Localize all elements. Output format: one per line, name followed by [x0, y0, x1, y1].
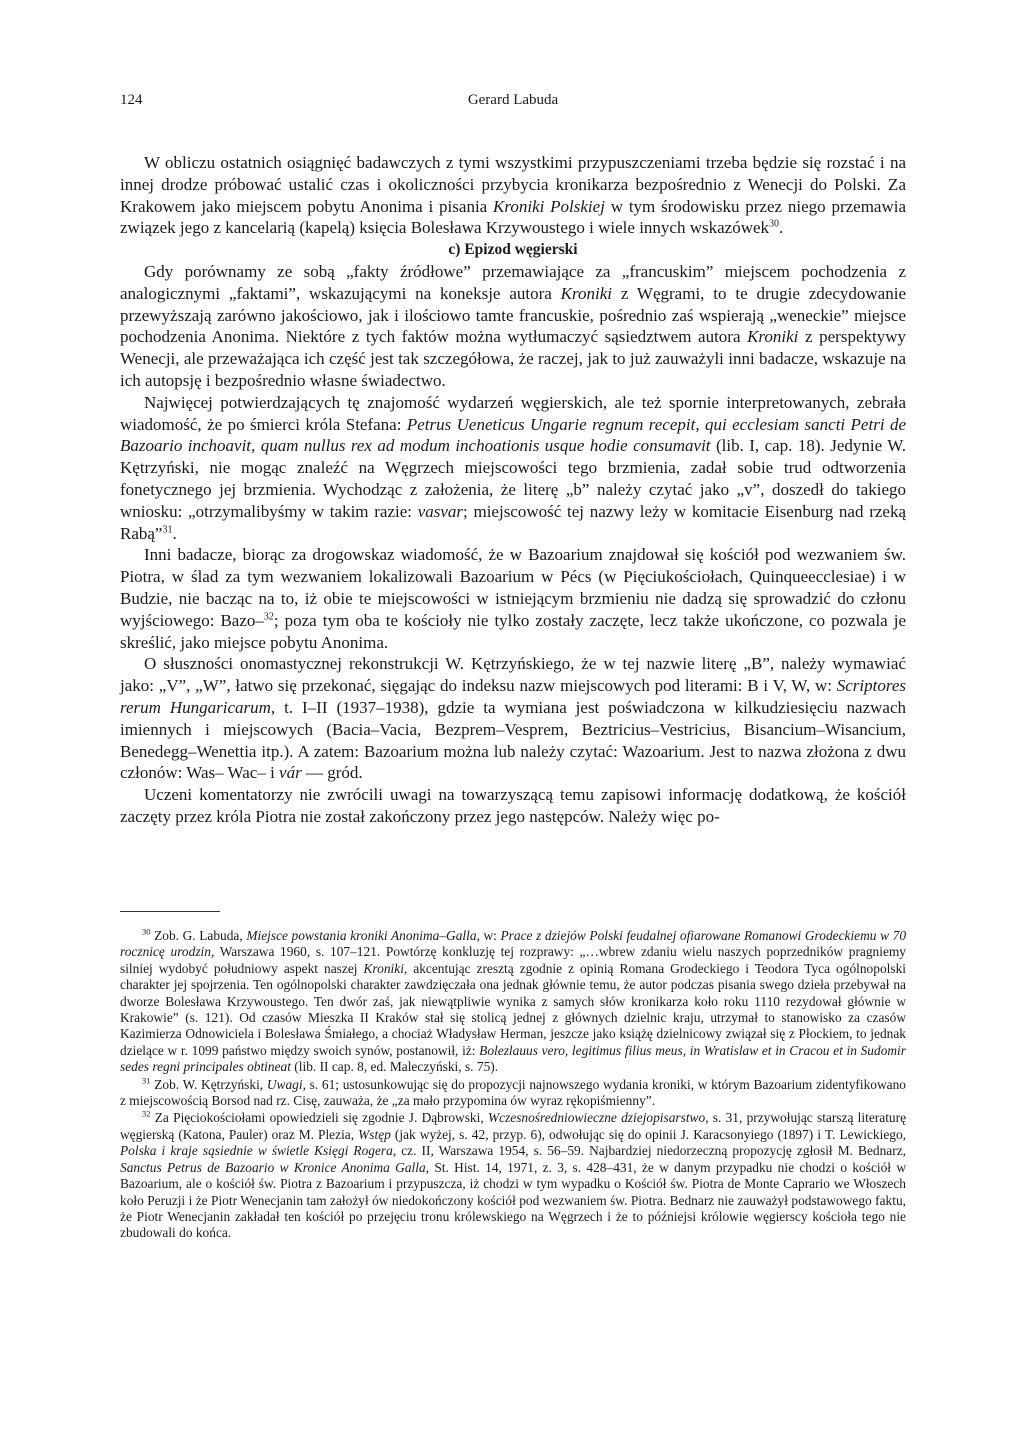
text-run: Uczeni komentatorzy nie zwrócili uwagi na towarzyszącą temu zapisowi informację dodatkową, że kościół zaczęty przez króla Piotra nie został zakończony przez jego następców. Należy więc po- [120, 785, 906, 826]
text-run: W obliczu ostatnich osiągnięć badawczych z tymi wszystkimi przypuszczeniami trzeba będzie się rozstać i na innej drodze próbować ustalić czas i okoliczności przybycia kronikarza bezpośrednio z Wenecji do Polski. Za Krakowem jako miejscem pobytu Anonima i pisania [120, 153, 906, 216]
footnote-divider [120, 911, 220, 912]
text-run: (lib. I, cap. 18). Jedynie W. Kętrzyński, nie mogąc znaleźć na Węgrzech miejscowości tego brzmienia, zadał sobie trud odtworzenia fonetycznego jej brzmienia. Wychodząc z założenia, że literę „b” należy czytać jako „v”, doszedł do takiego wniosku: „otrzymalibyśmy w takim razie: [120, 436, 906, 521]
text-run: , Warszawa 1960, s. 107–121. Powtórzę konkluzję tej rozprawy: „…wbrew zdaniu wielu naszych poprzedników pragniemy silniej wydobyć południowy aspekt naszej [120, 944, 907, 976]
italic-run: Scriptores rerum Hungaricarum [120, 676, 906, 717]
text-run: Za Pięciokościołami opowiedzieli się zgodnie J. Dąbrowski, [150, 1110, 488, 1126]
text-run: O słuszności onomastycznej rekonstrukcji W. Kętrzyńskiego, że w tej nazwie literę „B”, należy wymawiać jako: „V”, „W”, łatwo się przekonać, sięgając do indeksu nazw miejscowych pod literami: B i V, W, w: [120, 654, 906, 696]
paragraph-1 [120, 152, 906, 239]
footnote-number: 32 [142, 1109, 151, 1119]
footnotes [120, 928, 906, 1243]
footnote-30 [120, 928, 906, 1076]
text-run: . [779, 218, 784, 238]
italic-run: Bolezlauus vero, legitimus filius meus, in Wratislaw et in Cracou et in Sudomir sedes regni principales obtineat [120, 1042, 906, 1075]
text-run: , s. 61; ustosunkowując się do propozycji najnowszego wydania kroniki, w którym Bazoarium zidentyfikowano z miejscowością Borsod nad rz. Cisę, zauważa, że „za mało przypomina ów wyraz rękopiśmienny”. [120, 1076, 906, 1109]
text-run: Najwięcej potwierdzających tę znajomość wydarzeń węgierskich, ale też spornie interpretowanych, zebrała wiadomość, że po śmierci króla Stefana: [120, 392, 906, 434]
text-run: Zob. W. Kętrzyński, [150, 1076, 267, 1092]
footnote-ref-30[interactable]: 30 [769, 218, 780, 230]
section-heading: c) Epizod węgierski [448, 241, 578, 259]
italic-run: Sanctus Petrus de Bazoario w Kronice Anonima Galla [120, 1159, 426, 1175]
italic-run: vár [279, 763, 302, 783]
italic-run: Miejsce powstania kroniki Anonima–Galla [246, 928, 477, 943]
footnote-number: 31 [142, 1075, 151, 1086]
text-run: . [172, 523, 177, 543]
paragraph-5 [120, 653, 906, 784]
footnote-ref-32[interactable]: 32 [263, 611, 274, 623]
italic-run: Wstęp [358, 1126, 391, 1142]
running-title: Gerard Labuda [467, 92, 559, 108]
italic-run: Polska i kraje sąsiednie w świetle Księgi Rogera [120, 1143, 393, 1159]
text-run: w tym środowisku przez niego przemawia związek jego z kancelarią (kapelą) księcia Bolesława Krzywoustego i wiele innych wskazówek [120, 196, 907, 238]
paragraph-3 [120, 392, 906, 545]
running-head [120, 90, 906, 110]
text-run: z perspektywy Wenecji, ale przeważająca ich część jest tak szczegółowa, że raczej, jak to już zauważyli inni badacze, wskazuje na ich autopsję i bezpośrednio własne świadectwo. [120, 327, 906, 390]
italic-run: Kroniki [363, 960, 404, 976]
footnote-31 [120, 1077, 906, 1110]
text-run: z Węgrami, to te drugie zdecydowanie przewyższają zarówno jakościowo, jak i ilościowo tamte francuskie, pośrednio zaś wspierają „weneckie” miejsce pochodzenia Anonima. Niektóre z tych faktów można wytłumaczyć sąsiedztwem autora [120, 283, 906, 347]
text-run: , w: [476, 928, 501, 943]
paragraph-4 [120, 544, 906, 653]
text-run: , akcentując zresztą zgodnie z opinią Romana Grodeckiego i Teodora Tyca ogólnopolski charakter jej spojrzenia. Ten ogólnopolski charakter zawdzięczała ona jednak głównie temu, że autor podczas pisania swego dzieła przebywał na dworze Bolesława Krzywoustego. Ten dwór zaś, jak niewątpliwie wynika z samych słów kronikarza koło roku 1110 rezydował głównie w Krakowie” (s. 121). Od czasów Mieszka II Kraków stał się stolicą jednej z głównych dzielnic kraju, utrzymał to stanowisko za czasów Kazimierza Odnowiciela i Bolesława Śmiałego, a chociaż Władysław Herman, jeszcze jako książę dzielnicowy związał się z Płockiem, to jednak dzielące w r. 1099 państwo między swoich synów, postanowił, iż: [120, 960, 906, 1058]
footnote-ref-31[interactable]: 31 [162, 523, 173, 535]
italic-run: Kroniki Polskiej [493, 196, 605, 216]
text-run: , St. Hist. 14, 1971, z. 3, s. 428–431, że w danym przypadku nie chodzi o kościół w Bazoarium, ale o kościół św. Piotra z Bazoarium i przypuszcza, iż chodzi w tym wypadku o Kościół św. Piotra de Monte Caprario we Włoszech koło Peruzji i że Piotr Wenecjanin tam założył ów niedokończony kościół pod wezwaniem św. Piotra. Bednarz nie zauważył podstawowego faktu, że Piotr Wenecjanin zakładał ten kościół po przejęciu tronu królewskiego na Węgrzech i że to późniejsi królowie węgierscy kościoła tego nie zbudowali do końca. [120, 1159, 906, 1241]
text-run: ; poza tym oba te kościoły nie tylko zostały zaczęte, lecz także ukończone, co pozwala je skreślić, jako miejsce pobytu Anonima. [120, 610, 907, 652]
body-text [120, 152, 906, 828]
text-run: — gród. [301, 763, 363, 783]
paragraph-2 [120, 261, 906, 392]
italic-run: Kroniki [560, 283, 612, 303]
italic-run: Kroniki [747, 327, 799, 347]
italic-run: Wczesnośredniowieczne dziejopisarstwo [487, 1110, 706, 1126]
paragraph-6 [120, 784, 906, 828]
footnote-number: 30 [142, 926, 151, 937]
footnote-32 [120, 1110, 906, 1241]
italic-run: vasvar [417, 501, 464, 521]
text-run: (lib. II cap. 8, ed. Maleczyński, s. 75). [290, 1059, 499, 1075]
text-run: Gdy porównamy ze sobą „fakty źródłowe” przemawiające za „francuskim” miejscem pochodzenia z analogicznymi „faktami”, wskazującymi na koneksje autora [120, 261, 906, 303]
text-run: Inni badacze, biorąc za drogowskaz wiadomość, że w Bazoarium znajdował się kościół pod wezwaniem św. Piotra, w ślad za tym wezwaniem lokalizowali Bazoarium w Pécs (w Pięciukościołach, Quinqueecclesiae) i w Budzie, nie bacząc na to, iż obie te miejscowości w istniejącym brzmieniu nie dadzą się sprowadzić do członu wyjściowego: Bazo– [120, 545, 906, 630]
page-number: 124 [120, 92, 143, 108]
italic-run: Prace z dziejów Polski feudalnej ofiarowane Romanowi Grodeckiemu w 70 rocznicę urodzin [120, 928, 907, 960]
text-run: , s. 31, przywołując starszą literaturę węgierską (Katona, Pauler) oraz M. Plezia, [120, 1110, 907, 1142]
text-run: ; miejscowość tej nazwy leży w komitacie Eisenburg nad rzeką Rabą” [120, 501, 906, 543]
text-run: (jak wyżej, s. 42, przyp. 6), odwołując się do opinii J. Karacsonyiego (1897) i T. Lewickiego, [390, 1126, 907, 1142]
text-run: Zob. G. Labuda, [150, 928, 247, 943]
italic-run: Petrus Ueneticus Ungarie regnum recepit, qui ecclesiam sancti Petri de Bazoario inchoavit, quam nullus rex ad modum inchoationis usque hodie consumavit [120, 414, 906, 456]
italic-run: Uwagi [266, 1076, 303, 1092]
text-run: , t. I–II (1937–1938), gdzie ta wymiana jest poświadczona w kilkudziesięciu nazwach imiennych i miejscowych (Bacia–Vacia, Bezprem–Vesprem, Beztricius–Vestricius, Bisancium–Wisancium, Benedegg–Wenettia itp.). A zatem: Bazoarium można lub należy czytać: Wazoarium. Jest to nazwa złożona z dwu członów: Was– Wac– i [120, 697, 906, 783]
text-run: , cz. II, Warszawa 1954, s. 56–59. Najbardziej niedorzeczną propozycję zgłosił M. Bednarz, [392, 1143, 906, 1159]
